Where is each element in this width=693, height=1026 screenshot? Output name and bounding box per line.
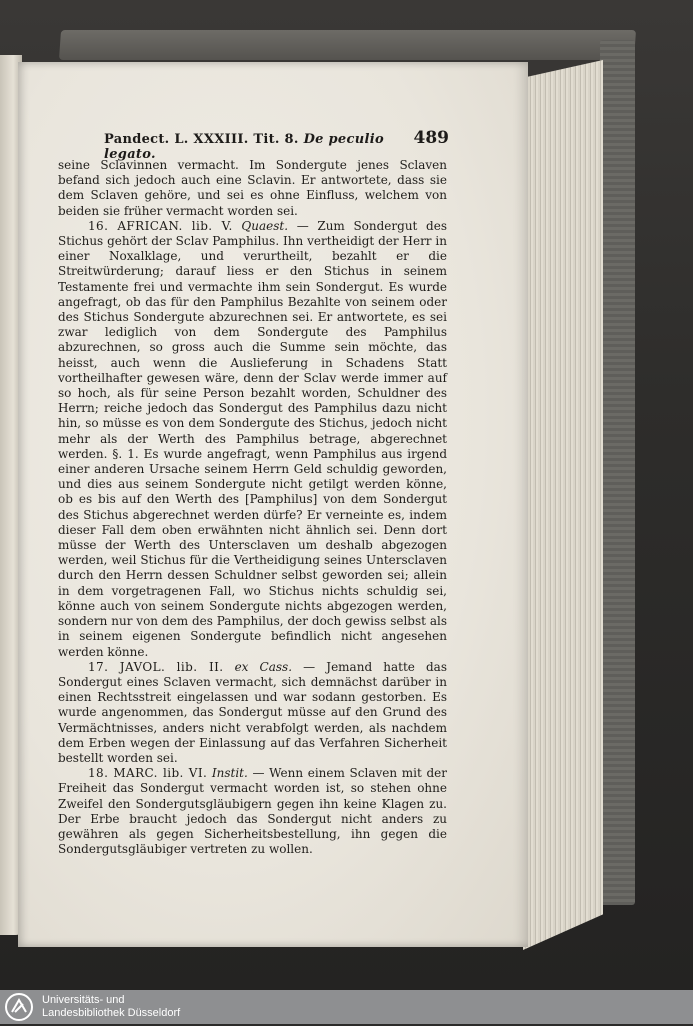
paragraph-lead: 17. JAVOL. lib. II.	[88, 659, 224, 674]
paragraph-lead-italic: Instit.	[211, 766, 248, 781]
paragraph-lead-italic: Quaest.	[241, 218, 289, 233]
running-head-left: Pandect. L. XXXIII. Tit. 8.	[104, 132, 299, 147]
paragraph-17	[58, 660, 447, 766]
library-name-line2: Landesbibliothek Düsseldorf	[42, 1007, 181, 1019]
book-cover-edge	[600, 40, 635, 905]
library-name	[42, 994, 180, 1020]
paragraph-text: — Jemand hatte das Sondergut eines Sclaven vermacht, sich demnächst darüber in einen Rechtsstreit eingelassen und war sodann gestorben. Es wurde angenommen, das Sondergut müsse auf den Grund des Vermächtnisses, anders nicht verabfolgt werden, als nachdem dem Erben wegen der Einlassung auf das Verfahren Sicherheit bestellt worden sei.	[58, 659, 447, 765]
paragraph-text: — Zum Sondergut des Stichus gehört der Sclav Pamphilus. Ihn vertheidigt der Herr in einer Noxalklage, und verurtheilt, bezahlt er die Streitwürderung; darauf liess er den Stichus in seinem Testamente frei und vermachte ihm sein Sondergut. Es wurde angefragt, ob das für den Pamphilus Bezahlte von seinem oder des Stichus Sondergute abzurechnen sei. Er antwortete, es sei zwar lediglich von dem Sondergute des Pamphilus abzurechnen, so gross auch die Summe sein möchte, das heisst, auch wenn die Auslieferung in Schadens Statt vortheilhafter gewesen wäre, denn der Sclav werde immer auf so hoch, als für seine Person bezahlt worden, Schuldner des Herrn; reiche jedoch das Sondergut des Pamphilus dazu nicht hin, so müsse es von dem Sondergute des Stichus, jedoch nicht mehr als der Werth des Pamphilus betrage, abgerechnet werden. §. 1. Es wurde angefragt, wenn Pamphilus aus irgend einer anderen Ursache seinem Herrn Geld schuldig geworden, und dies aus seinem Sondergute nicht getilgt werden könne, ob es bis auf den Werth des [Pamphilus] von dem Sondergut des Stichus abgerechnet werden dürfe? Er verneinte es, indem dieser Fall dem oben erwähnten nicht ähnlich sei. Denn dort müsse der Werth des Untersclaven um deshalb abgezogen werden, weil Stichus für die Vertheidigung seines Untersclaven durch den Herrn dessen Schuldner selbst geworden sei; allein in dem vorgetragenen Fall, wo Stichus nichts schuldig sei, könne auch von seinem Sondergute nichts abgezogen werden, sondern nur von dem des Pamphilus, der doch gewiss selbst als in seinem eigenen Sondergute befindlich nicht angesehen werden könne.	[58, 218, 447, 659]
body-text	[58, 158, 447, 857]
paragraph-lead: 16. AFRICAN. lib. V.	[88, 218, 233, 233]
page-number: 489	[413, 128, 449, 148]
paragraph-16	[58, 219, 447, 660]
paragraph-lead: 18. MARC. lib. VI.	[88, 766, 208, 781]
running-head-italic: De peculio legato.	[104, 132, 384, 162]
page-stack-edge	[523, 60, 603, 950]
paragraph-continuation	[58, 158, 447, 219]
library-name-line1: Universitäts- und	[42, 994, 125, 1006]
library-footer	[0, 990, 693, 1024]
paragraph-text: — Wenn einem Sclaven mit der Freiheit das Sondergut vermacht worden ist, so stehen ohne Zweifel den Sondergutsgläubigern gegen ihn keine Klagen zu. Der Erbe braucht jedoch das Sondergut nicht anders zu gewähren als gegen Sicherheitsbestellung, ihn gegen die Sondergutsgläubiger vertreten zu wollen.	[58, 766, 447, 857]
running-head	[104, 128, 449, 162]
paragraph-text: seine Sclavinnen vermacht. Im Sondergute jenes Sclaven befand sich jedoch auch eine Sclavin. Er antwortete, dass sie dem Sclaven gehöre, und sei es ohne Einfluss, welchem von beiden sie früher vermacht worden sei.	[58, 158, 447, 218]
book-cover-top	[59, 30, 636, 60]
library-logo-icon	[4, 992, 34, 1022]
paragraph-18	[58, 766, 447, 857]
paragraph-lead-italic: ex Cass.	[234, 659, 293, 674]
